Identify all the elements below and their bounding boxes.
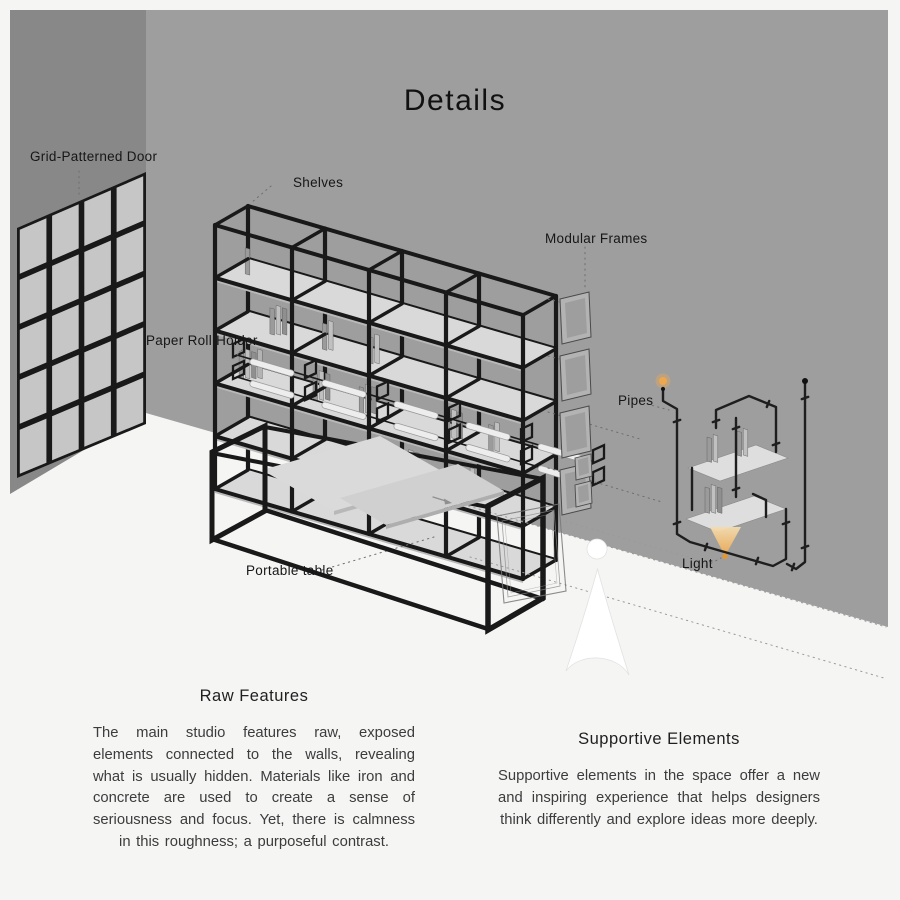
label-modular-frames: Modular Frames bbox=[545, 231, 648, 246]
supportive-elements-heading: Supportive Elements bbox=[578, 730, 740, 748]
label-paper-roll-holder: Paper Roll Holder bbox=[146, 333, 258, 348]
section-supportive-elements bbox=[498, 730, 820, 831]
bulb-icon bbox=[659, 377, 667, 385]
label-shelves: Shelves bbox=[293, 175, 344, 190]
label-grid-patterned-door: Grid-Patterned Door bbox=[30, 149, 158, 164]
label-light: Light bbox=[682, 556, 713, 571]
supportive-elements-body: Supportive elements in the space offer a new and inspiring experience that helps designers think differently and explore ideas more deeply. bbox=[498, 768, 820, 828]
page-title: Details bbox=[403, 84, 507, 117]
raw-features-heading: Raw Features bbox=[199, 687, 309, 705]
label-pipes: Pipes bbox=[618, 393, 654, 408]
label-portable-table: Portable table bbox=[246, 563, 334, 578]
raw-features-body: The main studio features raw, exposed elements connected to the walls, revealing what is usually hidden. Materials like iron and concrete are used to create a sense of seriousness and focus. Yet, there is calmness in this roughness; a purposeful contrast. bbox=[93, 725, 415, 850]
light-point bbox=[722, 554, 727, 559]
section-raw-features bbox=[93, 687, 415, 854]
